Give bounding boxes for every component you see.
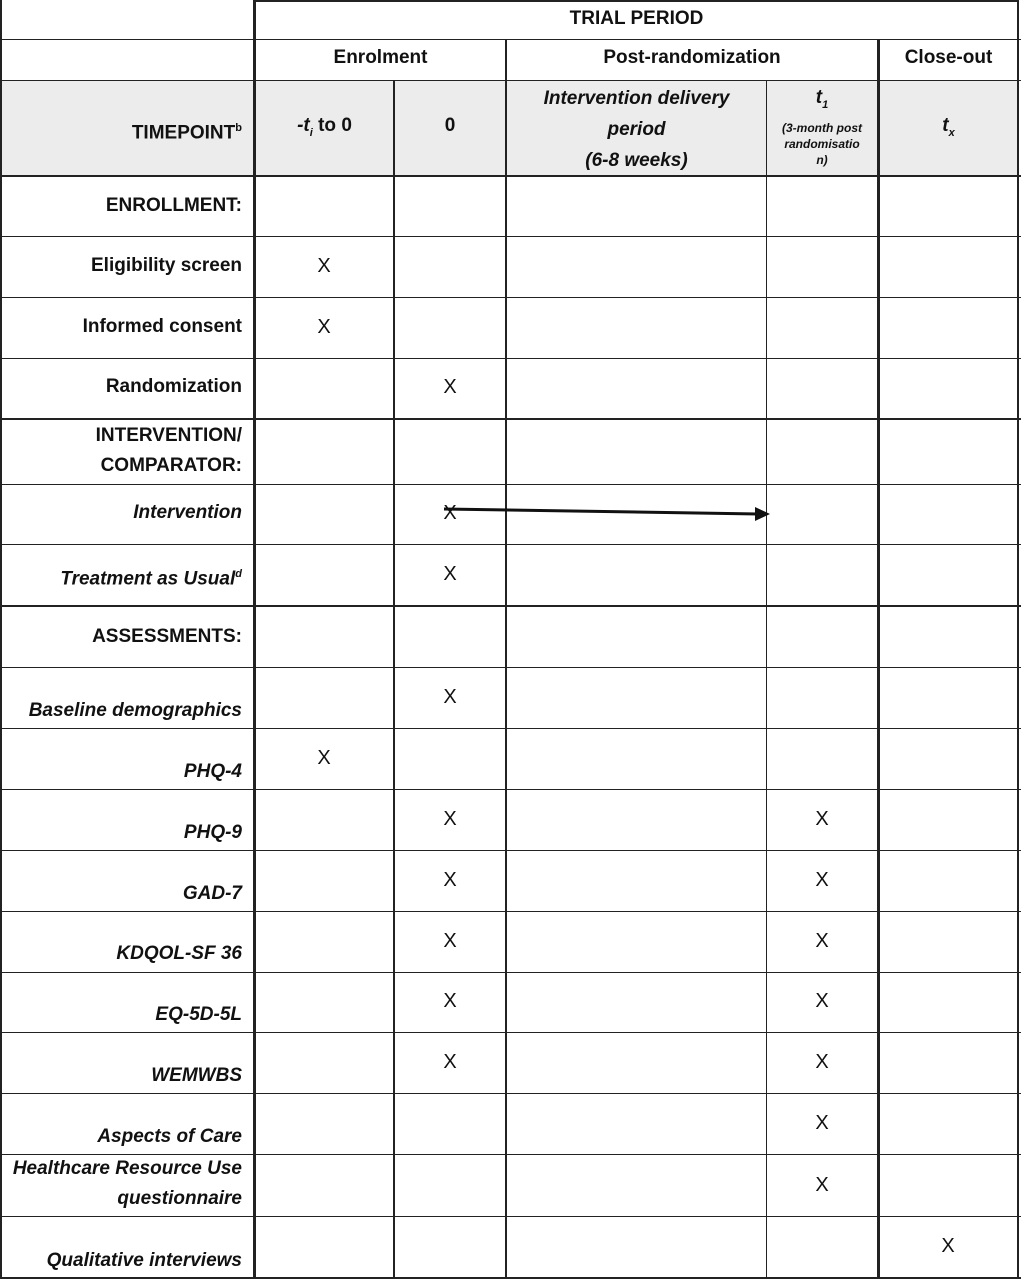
mark-x: X (815, 990, 829, 1012)
rule (0, 605, 1021, 607)
col-zero: 0 (444, 115, 456, 136)
rule (0, 80, 1021, 81)
row-enrollment: ENROLLMENT: (105, 195, 242, 216)
mark-x: X (443, 563, 457, 585)
mark-x: X (815, 930, 829, 952)
row-tau: Treatment as Usual$^d$ (60, 568, 242, 590)
mark-x: X (815, 1174, 829, 1196)
mark-x: X (317, 747, 331, 769)
mark-x: X (815, 808, 829, 830)
mark-x: X (443, 502, 457, 524)
timepoint-label: TIMEPOINT$^b$ (131, 122, 242, 144)
row-hru: Healthcare Resource Use questionnaire (12, 1158, 242, 1209)
mark-x: X (443, 990, 457, 1012)
mark-x: X (443, 686, 457, 708)
row-phq9: PHQ-9 (183, 822, 242, 843)
row-intervention-comparator: INTERVENTION/ COMPARATOR: (95, 425, 242, 476)
mark-x: X (317, 316, 331, 338)
mark-x: X (443, 376, 457, 398)
mark-x: X (443, 1051, 457, 1073)
mark-x: X (815, 1051, 829, 1073)
row-eligibility: Eligibility screen (91, 255, 242, 276)
rule (0, 1032, 1021, 1033)
rule (0, 544, 1021, 545)
mark-x: X (815, 1112, 829, 1134)
row-aspects: Aspects of Care (97, 1126, 242, 1147)
row-intervention: Intervention (133, 502, 242, 523)
row-randomization: Randomization (105, 376, 242, 397)
mark-x: X (941, 1235, 955, 1257)
col-tx: $t_x$ (942, 115, 955, 139)
row-qual: Qualitative interviews (46, 1250, 242, 1271)
arrow-shaft (444, 509, 758, 514)
rule (0, 484, 1021, 485)
mark-x: X (815, 869, 829, 891)
rule (393, 80, 395, 1279)
rule (766, 80, 767, 1279)
row-baseline: Baseline demographics (28, 700, 242, 721)
intervention-duration-arrow (440, 500, 775, 524)
rule (0, 789, 1021, 790)
rule (0, 297, 1021, 298)
col-pre-enrolment: $-t_i$ to 0 (297, 115, 352, 139)
mark-x: X (443, 808, 457, 830)
rule (0, 236, 1021, 237)
rule (254, 0, 1019, 2)
rule (0, 850, 1021, 851)
post-randomization-heading: Post-randomization (603, 47, 781, 68)
col-intervention-period: Intervention delivery period (6-8 weeks) (543, 88, 730, 171)
close-out-heading: Close-out (904, 47, 993, 68)
enrolment-heading: Enrolment (333, 47, 428, 68)
row-gad7: GAD-7 (182, 883, 242, 904)
row-kdqol: KDQOL-SF 36 (116, 943, 242, 964)
row-consent: Informed consent (82, 316, 242, 337)
arrow-head (755, 507, 770, 521)
rule (0, 1093, 1021, 1094)
col-t1: $t_1$ (3-month post randomisatio n) (782, 87, 862, 167)
mark-x: X (317, 255, 331, 277)
rule (0, 667, 1021, 668)
rule (0, 972, 1021, 973)
row-eq5d: EQ-5D-5L (155, 1004, 242, 1025)
rule (877, 39, 880, 1279)
rule (0, 39, 1021, 40)
row-assessments: ASSESSMENTS: (92, 626, 242, 647)
rule (0, 418, 1021, 420)
rule (0, 728, 1021, 729)
rule (253, 0, 256, 1279)
mark-x: X (443, 930, 457, 952)
rule (0, 1216, 1021, 1217)
rule (0, 911, 1021, 912)
rule (0, 358, 1021, 359)
row-phq4: PHQ-4 (183, 761, 242, 782)
mark-x: X (443, 869, 457, 891)
row-wemwbs: WEMWBS (151, 1065, 242, 1086)
rule (505, 39, 507, 1279)
rule (0, 1277, 1021, 1279)
trial-period-heading: TRIAL PERIOD (569, 8, 704, 29)
rule (1017, 0, 1019, 1279)
